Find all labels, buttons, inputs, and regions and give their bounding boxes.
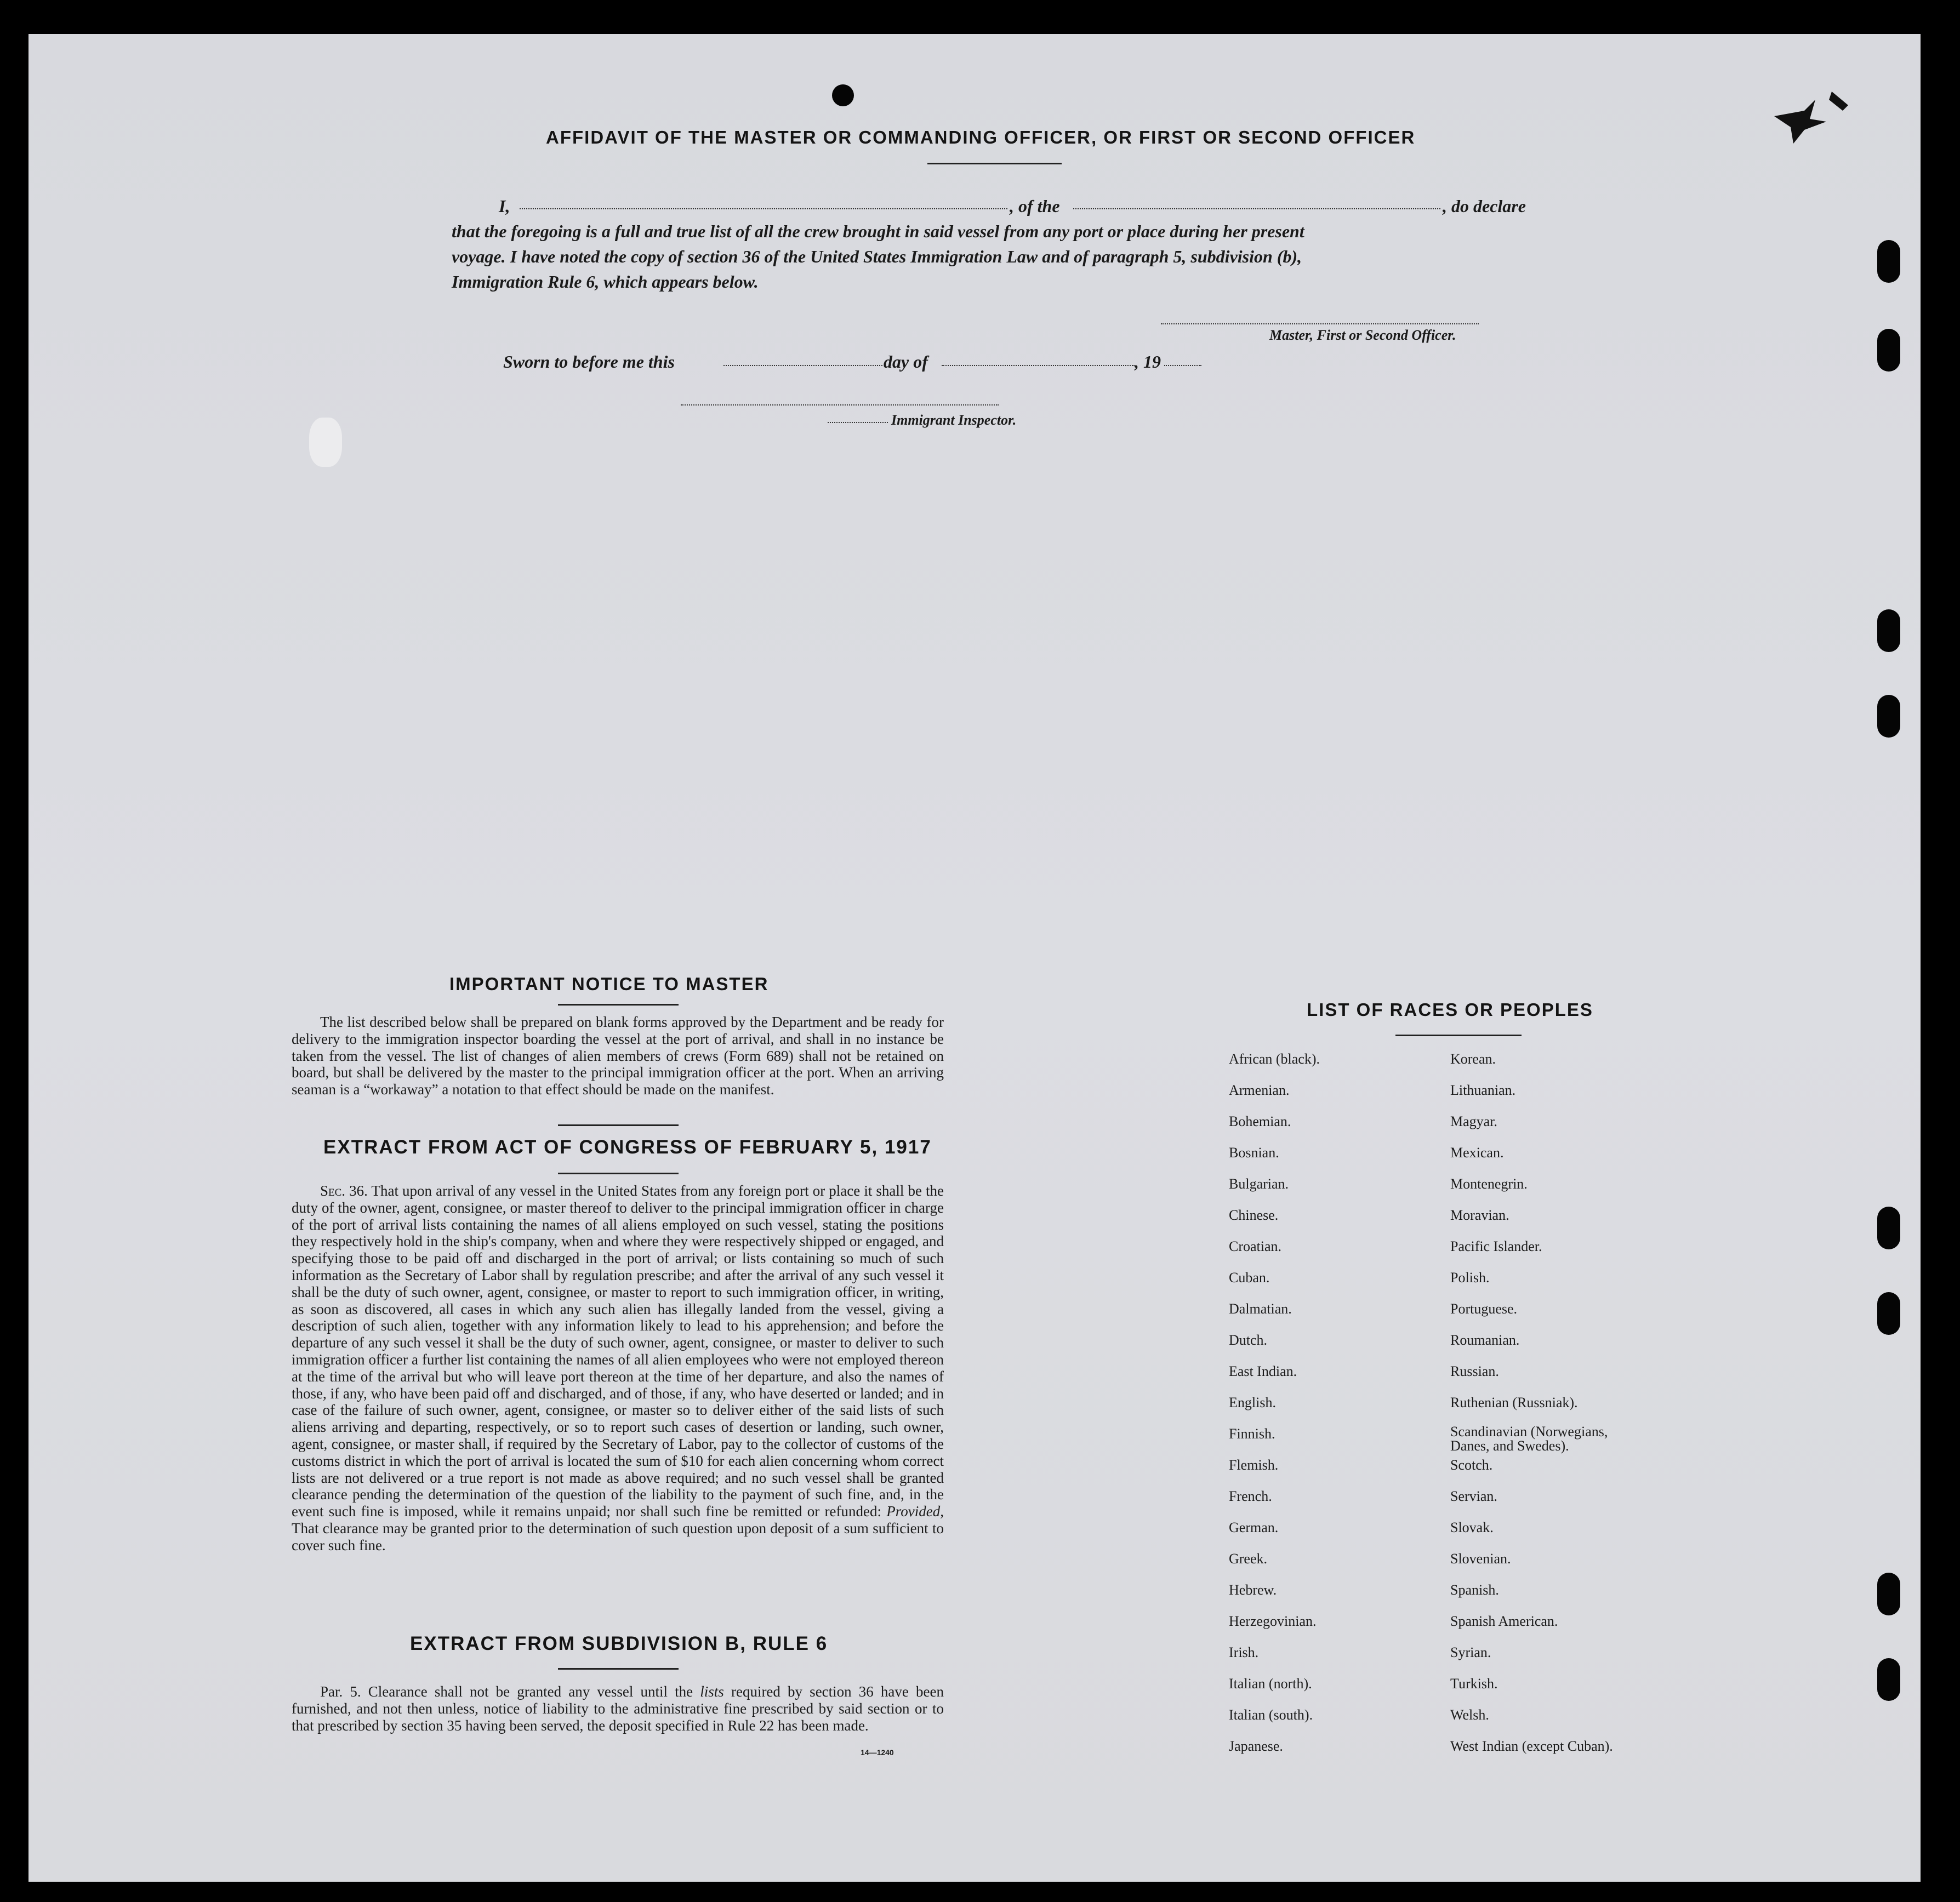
ink-mark xyxy=(1771,89,1854,149)
race-item: Lithuanian. xyxy=(1450,1082,1516,1098)
affidavit-title-rule xyxy=(927,163,1062,164)
day-of-label: day of xyxy=(884,352,928,372)
race-item: Flemish. xyxy=(1229,1457,1279,1473)
binding-hole xyxy=(1877,609,1900,652)
punch-hole xyxy=(832,84,854,106)
binding-hole xyxy=(1877,1292,1900,1335)
form-number: 14—1240 xyxy=(861,1748,894,1757)
binding-hole xyxy=(1877,1207,1900,1249)
affidavit-line2: that the foregoing is a full and true list of all the crew brought in said vessel from any port or place during her present xyxy=(452,221,1304,241)
race-item: Herzegovinian. xyxy=(1229,1613,1317,1629)
race-item: Italian (south). xyxy=(1229,1707,1313,1723)
inspector-signature-line[interactable] xyxy=(681,404,999,405)
race-item: Polish. xyxy=(1450,1270,1490,1286)
act-title-rule xyxy=(558,1173,679,1174)
race-item: Armenian. xyxy=(1229,1082,1290,1098)
race-item: Slovenian. xyxy=(1450,1551,1511,1567)
race-item: Welsh. xyxy=(1450,1707,1489,1723)
race-item: Montenegrin. xyxy=(1450,1176,1528,1192)
notice-text: The list described below shall be prepared on blank forms approved by the Department and be ready for delivery to the immigration inspector boarding the vessel at the port of arrival, and shall in no instance be taken from the vessel. The list of changes of alien members of crews (Form 689) shall not be retained on board, but shall be delivered by the master to the principal immigration officer at the port. When an arriving seaman is a “workaway” a notation to that effect should be made on the manifest. xyxy=(292,1014,944,1098)
affidavit-line4: Immigration Rule 6, which appears below. xyxy=(452,272,759,292)
races-title: LIST OF RACES OR PEOPLES xyxy=(1307,999,1593,1020)
race-item: Scandinavian (Norwegians, Danes, and Swedes). xyxy=(1450,1424,1608,1454)
rule-text-a: Par. 5. Clearance shall not be granted any vessel until the xyxy=(320,1683,693,1700)
affidavit-do-declare: , do declare xyxy=(1443,196,1526,216)
race-item: Roumanian. xyxy=(1450,1332,1520,1348)
master-label: Master, First or Second Officer. xyxy=(1269,327,1456,343)
race-item: Russian. xyxy=(1450,1363,1499,1379)
binding-hole xyxy=(1877,1658,1900,1701)
race-item: Greek. xyxy=(1229,1551,1268,1567)
document-sheet xyxy=(29,34,1921,1882)
race-item: Magyar. xyxy=(1450,1113,1497,1129)
rule-title-rule xyxy=(558,1668,679,1670)
notice-end-rule xyxy=(558,1124,679,1126)
race-item: German. xyxy=(1229,1520,1279,1535)
race-item: Servian. xyxy=(1450,1488,1497,1504)
rule-lists-word: lists xyxy=(700,1683,724,1700)
race-item: Italian (north). xyxy=(1229,1676,1312,1692)
act-provided-text: That clearance may be granted prior to the determination of such question upon deposit of a sum sufficient to cover such fine. xyxy=(292,1520,944,1553)
sworn-label: Sworn to before me this xyxy=(503,352,675,372)
vessel-blank[interactable] xyxy=(1073,208,1440,209)
race-item: Slovak. xyxy=(1450,1520,1494,1535)
binding-hole xyxy=(1877,1573,1900,1615)
races-title-rule xyxy=(1395,1035,1522,1036)
race-item: Japanese. xyxy=(1229,1738,1283,1754)
notice-title-rule xyxy=(558,1004,679,1006)
binding-hole xyxy=(1877,695,1900,738)
inspector-prefix-dots xyxy=(828,422,888,423)
race-item: Bohemian. xyxy=(1229,1113,1291,1129)
paper-smudge xyxy=(309,418,342,467)
race-item: English. xyxy=(1229,1395,1276,1410)
race-item: Scotch. xyxy=(1450,1457,1493,1473)
race-item: Cuban. xyxy=(1229,1270,1270,1286)
affidavit-line3: voyage. I have noted the copy of section 36 of the United States Immigration Law and of paragraph 5, subdivision (b), xyxy=(452,247,1302,266)
master-signature-line[interactable] xyxy=(1161,323,1479,324)
race-item: Ruthenian (Russniak). xyxy=(1450,1395,1578,1410)
race-item: Mexican. xyxy=(1450,1145,1504,1161)
binding-hole xyxy=(1877,240,1900,283)
race-item: West Indian (except Cuban). xyxy=(1450,1738,1613,1754)
race-item: African (black). xyxy=(1229,1051,1320,1067)
rule-text-b: required by section 36 have been furnished, and not then unless, notice of liability to the administrative fine prescribed by said section or to that prescribed by section 35 having been served, the deposit specified in Rule 22 has been made. xyxy=(292,1683,944,1734)
race-item: Bosnian. xyxy=(1229,1145,1279,1161)
act-provided-label: Provided, xyxy=(886,1503,944,1520)
race-item: Spanish. xyxy=(1450,1582,1499,1598)
affidavit-title: AFFIDAVIT OF THE MASTER OR COMMANDING OFFICER, OR FIRST OR SECOND OFFICER xyxy=(546,127,1416,147)
race-item: Turkish. xyxy=(1450,1676,1498,1692)
act-text: That upon arrival of any vessel in the United States from any foreign port or place it shall be the duty of the owner, agent, consignee, or master thereof to deliver to the principal immigration officer in charge of the port of arrival lists containing the names of all aliens employed on such vessel, stating the positions they respectively hold in the ship's company, when and where they were respectively shipped or engaged, and specifying those to be paid off and discharged in the port of arrival; or lists containing so much of such information as the Secretary of Labor shall by regulation prescribe; and after the arrival of any such vessel it shall be the duty of such owner, agent, consignee, or master to report to such immigration officer, in writing, as soon as discovered, all cases in which any such alien has illegally landed from the vessel, giving a description of such alien, together with any information likely to lead to his apprehension; and before the departure of any such vessel it shall be the duty of such owner, agent, consignee, or master to deliver to such immigration officer a further list containing the names of all alien employees who were not employed thereon at the time of the arrival but who will leave port thereon at the time of her departure, and also the names of those, if any, who have been paid off and discharged, and of those, if any, who have deserted or landed; and in case of the failure of such owner, agent, consignee, or master so to deliver either of the said lists of such aliens arriving and departing, respectively, or so to report such cases of desertion or landing, such owner, agent, consignee, or master shall, if required by the Secretary of Labor, pay to the collector of customs of the customs district in which the port of arrival is located the sum of $10 for each alien concerning whom correct lists are not delivered or a true report is not made as above required; and no such vessel shall be granted clearance pending the determination of the question of the liability to the payment of such fine, and, in the event such fine is imposed, while it remains unpaid; nor shall such fine be remitted or refunded: xyxy=(292,1183,944,1520)
race-item: Croatian. xyxy=(1229,1238,1282,1254)
year-label: , 19 xyxy=(1135,352,1161,372)
act-sec-label: Sec. 36. xyxy=(320,1183,368,1199)
race-item: Pacific Islander. xyxy=(1450,1238,1542,1254)
race-item: Korean. xyxy=(1450,1051,1496,1067)
rule-title: EXTRACT FROM SUBDIVISION B, RULE 6 xyxy=(410,1633,828,1654)
affidavit-of-the-label: , of the xyxy=(1010,196,1060,216)
race-item: Chinese. xyxy=(1229,1207,1279,1223)
rule-paragraph xyxy=(292,1683,944,1734)
race-item: Portuguese. xyxy=(1450,1301,1518,1317)
act-paragraph xyxy=(292,1183,944,1554)
race-item: Spanish American. xyxy=(1450,1613,1558,1629)
affidavit-i-label: I, xyxy=(499,196,510,216)
race-item: Hebrew. xyxy=(1229,1582,1277,1598)
name-blank[interactable] xyxy=(520,208,1007,209)
race-item: East Indian. xyxy=(1229,1363,1297,1379)
race-item: Bulgarian. xyxy=(1229,1176,1289,1192)
year-blank[interactable] xyxy=(1164,365,1201,366)
notice-title: IMPORTANT NOTICE TO MASTER xyxy=(449,974,769,994)
binding-hole xyxy=(1877,329,1900,372)
sworn-day-blank[interactable] xyxy=(723,365,882,366)
race-item: Moravian. xyxy=(1450,1207,1509,1223)
race-item: Irish. xyxy=(1229,1644,1259,1660)
race-item: French. xyxy=(1229,1488,1272,1504)
race-item: Finnish. xyxy=(1229,1426,1275,1442)
race-item: Dutch. xyxy=(1229,1332,1268,1348)
race-item: Dalmatian. xyxy=(1229,1301,1292,1317)
race-item: Syrian. xyxy=(1450,1644,1491,1660)
inspector-label: Immigrant Inspector. xyxy=(891,412,1017,428)
sworn-month-blank[interactable] xyxy=(942,365,1135,366)
act-title: EXTRACT FROM ACT OF CONGRESS OF FEBRUARY 5, 1917 xyxy=(323,1136,932,1158)
